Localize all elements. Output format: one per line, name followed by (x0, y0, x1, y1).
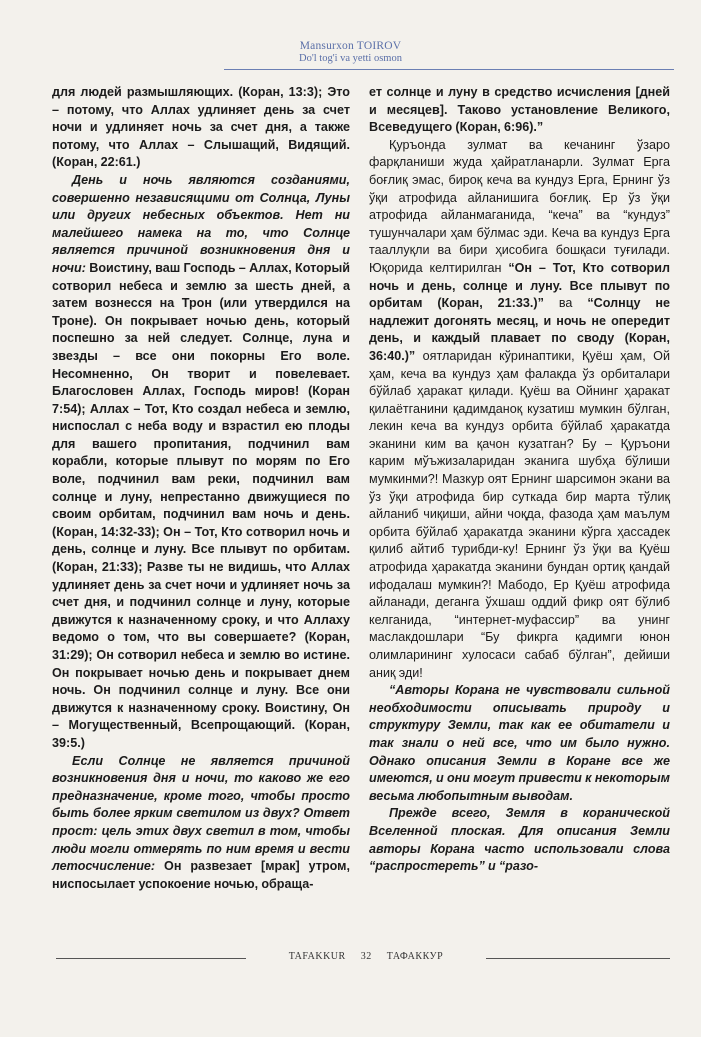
left-paragraph-3 (52, 753, 350, 894)
left-paragraph-1: для людей размышляющих. (Коран, 13:3); Это – потому, что Аллах удлиняет день за счет ночи и удлиняет ночь за счет дня, а также потому, что Аллах – Слышащий, Видящий. (Коран, 22:61.) (52, 85, 350, 170)
page-footer (56, 951, 670, 965)
right-column (369, 84, 670, 876)
left-paragraph-3-italic: Если Солнце не является причиной возникновения дня и ночи, то каково же его предназначение, кроме того, чтобы просто быть более ярким светилом из двух? Ответ прост: цель этих двух светил в том, чтобы люди могли отмерять по ним время и вести летосчисление: (52, 753, 350, 874)
right-paragraph-1: ет солнце и луну в средство исчисления [дней и месяцев]. Таково установление Великого, Всеведущего (Коран, 6:96).” (369, 85, 670, 135)
running-header (0, 40, 701, 65)
header-rule (224, 69, 674, 70)
footer-left-label: TAFAKKUR (288, 951, 346, 962)
page-number: 32 (360, 951, 372, 962)
footer-rule-left (56, 958, 246, 959)
header-book-title: Do'l tog'i va yetti osmon (299, 53, 402, 65)
left-paragraph-3-text: Он развезает [мрак] утром, ниспосылает успокоение ночью, обраща- (52, 859, 350, 891)
right-paragraph-2-text-d: оятларидан кўринаптики, Қуёш ҳам, Ой ҳам, кеча ва кундуз ҳам фалакда ўз орбиталари бўйлаб ҳаракат қилади. Қуёш ва Ойнинг ҳаракат қилаётганини қадимданоқ кузатиш мумкин бўлган, лекин кеча ва кундуз орбита бўйлаб ҳаракатда эканини ким ва қачон кузатган? Бу – Қуръони карим мўъжизаларидан эканига шубҳа бўлиши мумкинми?! Мазкур оят Ернинг шарсимон экани ва ўз ўқи атрофида бир суткада бир марта тўлиқ айланиб чиқиши, айни чоқда, фазода ҳам маълум орбита бўйлаб ҳаракатда эканини кўрга ҳассадек қилиб айтиб турибди-ку! Ернинг ўз ўқи ва Қуёш атрофида ҳаракатда эканини бундан ортиқ қандай ифодалаш мумкин?! Мабодо, Ер Қуёш атрофида айланади, деганга ўхшаш оддий фикр оят бўлиб келганида, “интернет-муфассир” ва унинг маслакдошлари “Бу фикрга қадимги юнон олимларининг хулосаси сабаб бўлган”, дейиши аниқ эди! (369, 348, 670, 680)
right-paragraph-2-text-a: Қуръонда зулмат ва кечанинг ўзаро фарқланиши жуда ҳайратланарли. Зулмат Ерга боғлиқ эмас, бироқ кеча ва кундуз Ерга, Ернинг ўз ўқи атрофида айланишига боғлиқ. Ер ўз ўқи атрофида айланмаганида, “кеча” ва “кундуз” тушунчалари ҳам бўлмас эди. Кеча ва кундуз Ерга тааллуқли ва бири ҳисобига бошқаси туғилади. Юқорида келтирилган (369, 137, 670, 275)
right-paragraph-2-text-c: ва (543, 296, 588, 311)
header-author: Mansurxon TOIROV (299, 40, 402, 52)
left-column (52, 84, 350, 893)
footer-rule-right (486, 958, 670, 959)
right-paragraph-3: “Авторы Корана не чувствовали сильной необходимости описывать природу и структуру Земли, так как ее обитатели и так знали о ней все, что им было нужно. Однако описания Земли в Коране все же имеются, и они могут привести к некоторым весьма любопытным выводам. (369, 683, 670, 803)
right-paragraph-2-quote-2: “Солнцу не надлежит догонять месяц, и ночь не опередит день, и каждый плавает по своду (Коран, 36:40.)” (369, 296, 671, 363)
footer-right-label: ТАФАККУР (386, 951, 444, 962)
left-paragraph-2 (52, 172, 350, 753)
right-paragraph-4: Прежде всего, Земля в кораничеcкой Вселенной плоская. Для описания Земли авторы Корана часто использовали слова “распростереть” и “разо- (369, 806, 670, 874)
right-paragraph-2 (369, 137, 670, 682)
right-paragraph-2-quote-1: “Он – Тот, Кто сотворил ночь и день, солнце и луну. Все плывут по орбитам (Коран, 21:33.)” (369, 260, 670, 311)
footer-text (256, 951, 476, 962)
left-paragraph-2-italic: День и ночь являются созданиями, совершенно независящими от Солнца, Луны или других небесных объектов. Нет ни малейшего намека на то, что Солнце является причиной возникновения дня и ночи: (52, 172, 350, 275)
left-paragraph-2-text: Воистину, ваш Господь – Аллах, Который сотворил небеса и землю за шесть дней, а затем вознесся на Трон (или утвердился на Троне). Он покрывает ночью день, который поспешно за ней следует. Солнце, луна и звезды – все они покорны Его воле. Несомненно, Он творит и повелевает. Благословен Аллах, Господь миров! (Коран 7:54); Аллах – Тот, Кто создал небеса и землю, ниспослал с неба воду и взрастил ею плоды для вашего пропитания, подчинил вам корабли, которые плывут по морям по Его воле, подчинил вам реки, подчинил вам солнце и луну, непрестанно движущиеся по своим орбитам, подчинил вам ночь и день. (Коран, 14:32-33); Он – Тот, Кто сотворил ночь и день, солнце и луну. Все плывут по орбитам. (Коран, 21:33); Разве ты не видишь, что Аллах удлиняет день за счет ночи и удлиняет ночь за счет дня, и подчинил солнце и луну, которые движутся к назначенному сроку, и что Аллаху ведомо о том, что вы совершаете? (Коран, 31:29); Он сотворил небеса и землю во истине. Он покрывает ночью день и покрывает днем ночь. Он подчинил солнце и луну. Все они движутся к назначенному сроку. Воистину, Он – Могущественный, Всепрощающий. (Коран, 39:5.) (52, 260, 350, 750)
